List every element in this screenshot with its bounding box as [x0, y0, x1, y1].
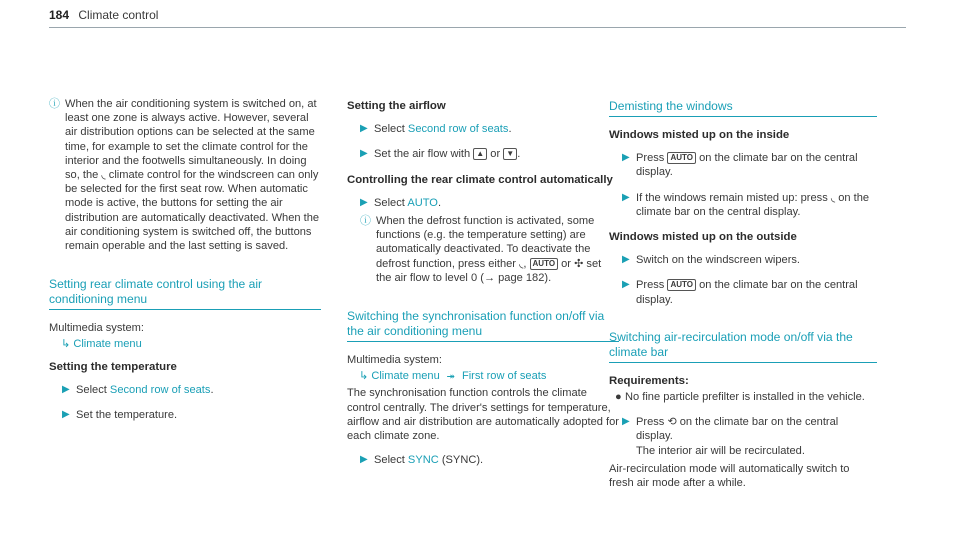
sync-description: The synchronisation function controls the climate control centrally. The driver's settings for temperature, airflow and air distribution are automatically adopted for each climate zone.	[347, 387, 619, 443]
airflow-up-key-icon: ▲	[473, 148, 487, 160]
menu-path	[347, 369, 619, 384]
step: ▶ Select SYNC (SYNC).	[360, 454, 484, 467]
step: ▶ Select AUTO.	[360, 196, 442, 209]
column-2	[347, 99, 619, 478]
auto-key-icon: AUTO	[530, 258, 559, 270]
step: ▶ Press AUTO on the climate bar on the central display.	[622, 279, 858, 306]
column-3	[609, 99, 877, 492]
airflow-down-key-icon: ▼	[503, 148, 517, 160]
subheading-outside: Windows misted up on the outside	[609, 231, 797, 244]
step: ▶ Set the air flow with ▲ or ▼ .	[360, 148, 521, 161]
step: ▶ Set the temperature.	[62, 409, 178, 422]
multimedia-label: Multimedia system:	[347, 354, 442, 367]
step-result: The interior air will be recirculated.	[636, 444, 805, 457]
recirculation-car-icon: ⟲	[667, 416, 677, 429]
step: ▶ Press ⟲ on the climate bar on the central display. The interior air will be recirculated.	[622, 416, 839, 457]
note-text: When the air conditioning system is switched on, at least one zone is always active. However, several air distribution options can be selected at the same time, for example to set the climate control for the interior and the footwells simultaneously. In doing so, the	[65, 98, 317, 182]
auto-link[interactable]: AUTO	[407, 196, 438, 209]
step-arrow-icon: ▶	[360, 123, 368, 135]
column-1	[49, 97, 321, 433]
section-heading-rear-climate: Setting rear climate control using the air conditioning menu	[49, 277, 321, 310]
header-divider	[49, 27, 906, 28]
step: ▶ Select Second row of seats.	[360, 123, 512, 136]
section-heading-sync: Switching the synchronisation function on/off via the air conditioning menu	[347, 309, 619, 342]
sync-link[interactable]: SYNC	[407, 454, 439, 467]
step-arrow-icon: ▶	[622, 254, 630, 266]
climate-menu-link[interactable]: Climate menu	[73, 338, 142, 351]
note-text-b: climate control for the windscreen can only be selected for the first seat row. When automatic mode is active, the buttons for setting the air distribution are automatically deactivated. When the air conditioning system is switched off, the buttons remain operable and the last setting is saved.	[65, 169, 320, 253]
step-arrow-icon: ▶	[360, 148, 368, 160]
section-title: Climate control	[78, 8, 159, 22]
auto-key-icon: AUTO	[667, 279, 696, 291]
second-row-link[interactable]: Second row of seats	[109, 383, 211, 396]
step: ▶ Press AUTO on the climate bar on the central display.	[622, 152, 858, 179]
subheading-inside: Windows misted up on the inside	[609, 129, 790, 141]
menu-path	[49, 337, 321, 351]
first-row-link[interactable]: First row of seats	[461, 370, 547, 383]
subheading-airflow: Setting the airflow	[347, 100, 446, 112]
step-arrow-icon: ▶	[622, 416, 630, 428]
step: ▶ If the windows remain misted up: press ◟ on the climate bar on the central display.	[622, 191, 870, 218]
page-number: 184	[49, 8, 70, 22]
recirculation-note: Air-recirculation mode will automatically switch to fresh air mode after a while.	[609, 462, 850, 490]
info-note: ⓘ When the defrost function is activated, some functions (e.g. the temperature setting) are automatically deactivated. To deactivate the defrost function, press either ◟, AUTO or ✣ set the air flow to level 0 (→ page 182).	[360, 215, 602, 284]
info-note	[49, 97, 321, 253]
requirement-item: ● No fine particle prefilter is installed in the vehicle.	[615, 391, 865, 404]
fan-icon: ✣	[574, 257, 584, 270]
info-icon: ⓘ	[360, 215, 371, 228]
page-header	[49, 8, 158, 22]
step-arrow-icon: ▶	[62, 383, 70, 395]
climate-menu-link[interactable]: Climate menu	[371, 370, 440, 383]
step-arrow-icon: ▶	[62, 409, 70, 421]
second-row-link[interactable]: Second row of seats	[407, 123, 509, 136]
step-arrow-icon: ▶	[622, 191, 630, 203]
info-icon: ⓘ	[49, 98, 60, 110]
step: ▶ Select Second row of seats.	[62, 383, 214, 396]
multimedia-label: Multimedia system:	[49, 322, 144, 335]
requirements-label: Requirements:	[609, 374, 689, 387]
auto-key-icon: AUTO	[667, 152, 696, 164]
step-arrow-icon: ▶	[622, 279, 630, 291]
submenu-hook-icon: ↳	[61, 338, 71, 351]
step-arrow-icon: ▶	[622, 152, 630, 164]
step-arrow-icon: ▶	[360, 454, 368, 466]
step: ▶ Switch on the windscreen wipers.	[622, 254, 801, 267]
subheading-temperature: Setting the temperature	[49, 360, 177, 373]
submenu-hook-icon: ↳	[359, 370, 369, 383]
section-heading-demisting: Demisting the windows	[609, 99, 877, 117]
bullet-icon: ●	[615, 391, 622, 404]
subheading-auto: Controlling the rear climate control automatically	[347, 173, 613, 186]
step-arrow-icon: ▶	[360, 196, 368, 208]
section-heading-recirculation: Switching air-recirculation mode on/off via the climate bar	[609, 330, 877, 363]
double-arrow-icon: ⯮	[446, 371, 455, 383]
windscreen-defrost-icon: ◟	[101, 169, 106, 182]
page-reference[interactable]: (→ page 182).	[480, 271, 552, 284]
windscreen-defrost-icon: ◟	[830, 191, 836, 204]
windscreen-defrost-icon: ◟	[519, 257, 524, 270]
